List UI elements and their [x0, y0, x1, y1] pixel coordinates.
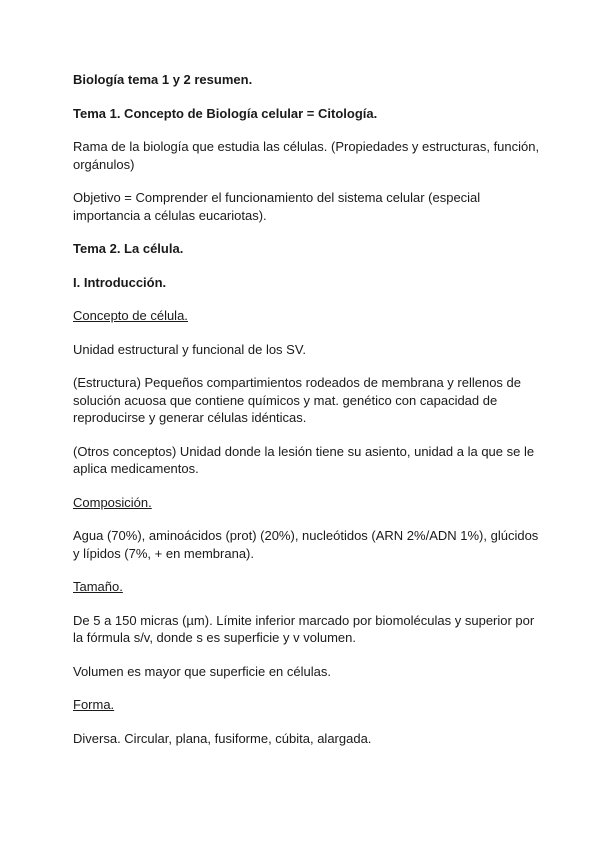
subheading-composicion: Composición. — [73, 494, 152, 510]
paragraph-volumen: Volumen es mayor que superficie en células. — [73, 663, 331, 679]
heading-tema-1: Tema 1. Concepto de Biología celular = Citología. — [73, 105, 378, 121]
subheading-concepto-celula: Concepto de célula. — [73, 308, 188, 323]
document-page — [73, 71, 543, 763]
paragraph-otros-conceptos: (Otros conceptos) Unidad donde la lesión tiene su asiento, unidad a la que se le aplica medicamentos. — [73, 443, 535, 476]
heading-introduccion: I. Introducción. — [73, 274, 167, 290]
paragraph-definicion: Rama de la biología que estudia las células. (Propiedades y estructuras, función, orgánulos) — [73, 139, 540, 172]
subheading-forma: Forma. — [73, 697, 115, 712]
paragraph-tamano: De 5 a 150 micras (µm). Límite inferior marcado por biomoléculas y superior por la fórmula s/v, donde s es superficie y v volumen. — [73, 612, 535, 645]
paragraph-unidad: Unidad estructural y funcional de los SV. — [73, 341, 306, 357]
paragraph-forma: Diversa. Circular, plana, fusiforme, cúbita, alargada. — [73, 730, 372, 746]
heading-tema-2: Tema 2. La célula. — [73, 241, 184, 256]
paragraph-estructura: (Estructura) Pequeños compartimientos rodeados de membrana y rellenos de solución acuosa que contiene químicos y mat. genético con capacidad de reproducirse y generar células idénticas. — [73, 375, 522, 425]
document-title: Biología tema 1 y 2 resumen. — [73, 72, 253, 87]
paragraph-composicion: Agua (70%), aminoácidos (prot) (20%), nucleótidos (ARN 2%/ADN 1%), glúcidos y lípidos (7%, + en membrana). — [73, 528, 539, 561]
subheading-tamano: Tamaño. — [73, 579, 123, 594]
paragraph-objetivo: Objetivo = Comprender el funcionamiento del sistema celular (especial importancia a células eucariotas). — [73, 190, 481, 223]
